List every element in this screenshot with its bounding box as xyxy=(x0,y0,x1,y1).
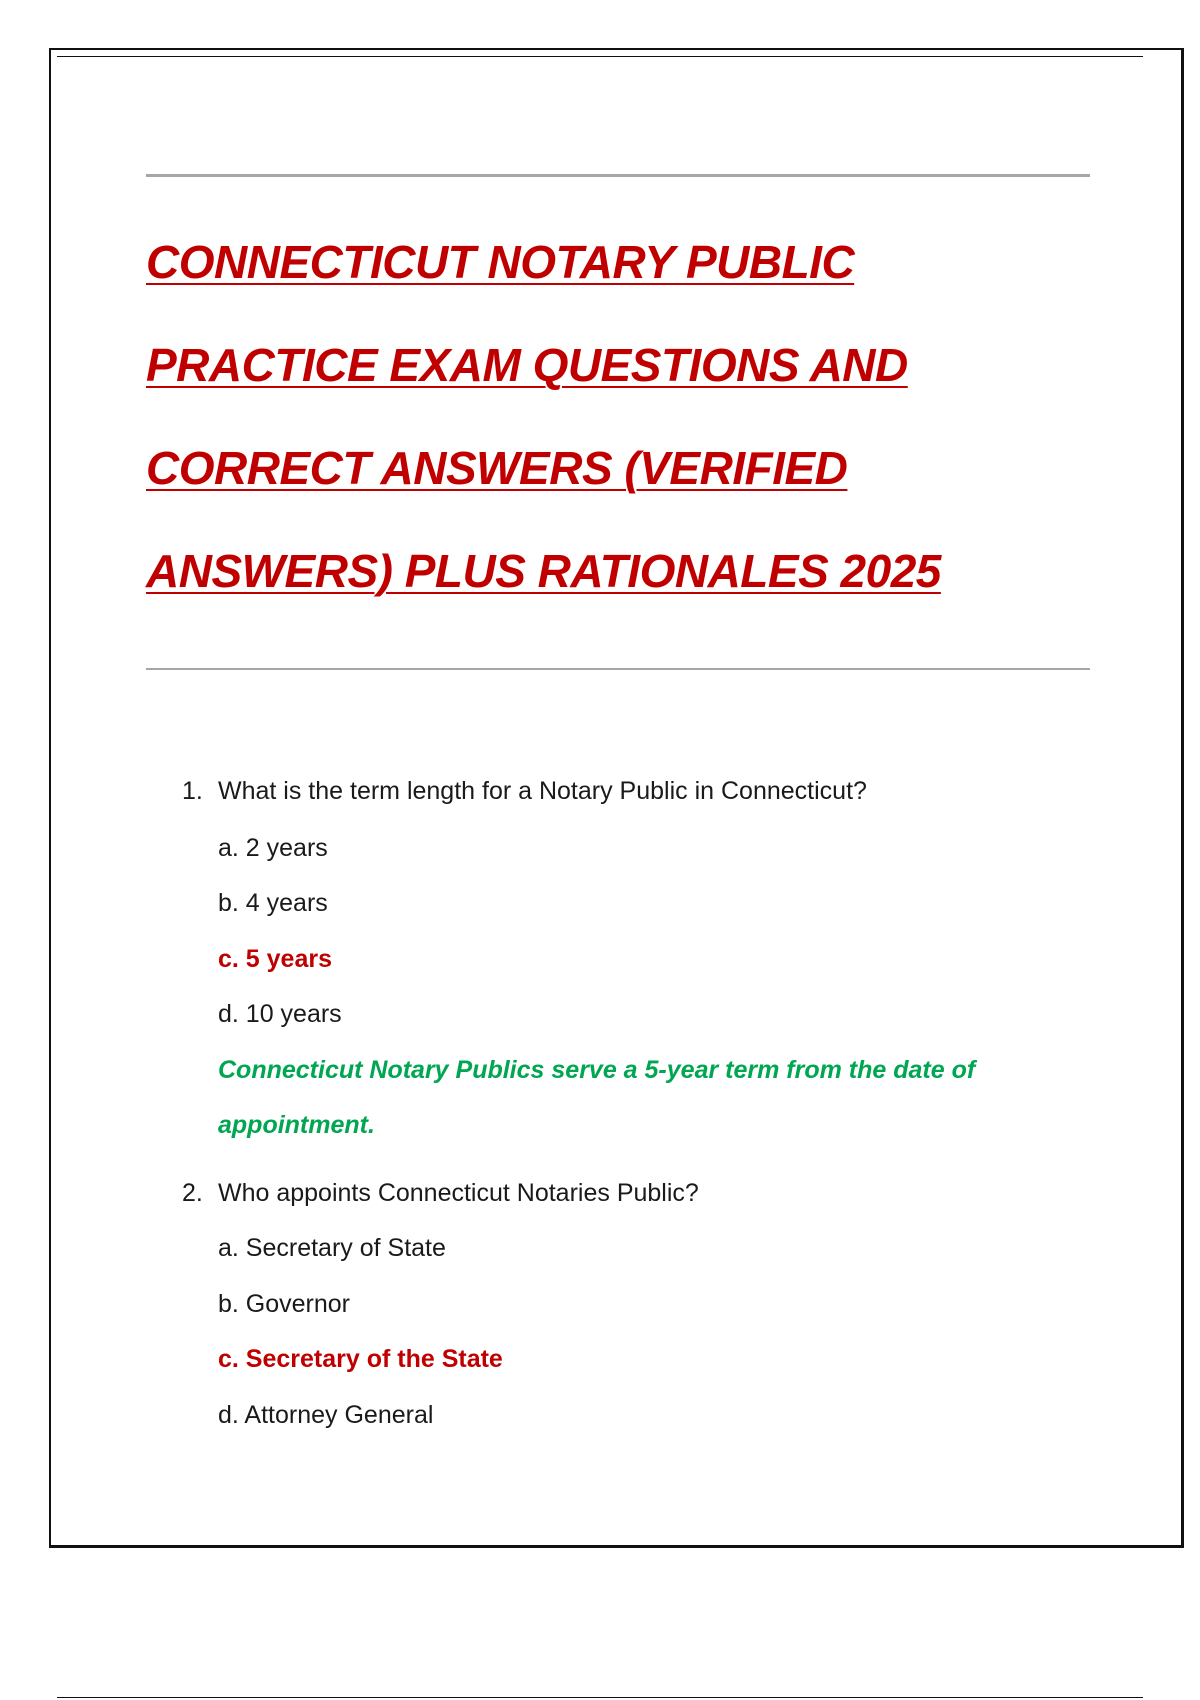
question-2 xyxy=(182,1178,699,1208)
option-b: b. 4 years xyxy=(218,889,328,917)
title-separator-bottom xyxy=(146,668,1090,670)
question-text: Who appoints Connecticut Notaries Public? xyxy=(218,1179,699,1207)
rationale-line: appointment. xyxy=(218,1111,375,1139)
next-page-rule xyxy=(57,1697,1143,1698)
option-d: d. 10 years xyxy=(218,1000,342,1028)
question-number: 2. xyxy=(182,1179,203,1207)
option-a: a. 2 years xyxy=(218,834,328,862)
question-number: 1. xyxy=(182,777,203,805)
title-separator-top xyxy=(146,174,1090,177)
document-title xyxy=(146,211,1106,623)
title-line: ANSWERS) PLUS RATIONALES 2025 xyxy=(146,545,941,597)
rationale-line: Connecticut Notary Publics serve a 5-year term from the date of xyxy=(218,1056,976,1084)
title-line: CORRECT ANSWERS (VERIFIED xyxy=(146,442,848,494)
title-line: CONNECTICUT NOTARY PUBLIC xyxy=(146,236,855,288)
option-a: a. Secretary of State xyxy=(218,1234,446,1262)
correct-option: c. Secretary of the State xyxy=(218,1345,503,1373)
question-text: What is the term length for a Notary Public in Connecticut? xyxy=(218,777,867,805)
correct-option: c. 5 years xyxy=(218,945,332,973)
title-line: PRACTICE EXAM QUESTIONS AND xyxy=(146,339,908,391)
question-1 xyxy=(182,776,867,806)
option-d: d. Attorney General xyxy=(218,1401,434,1429)
option-b: b. Governor xyxy=(218,1290,351,1318)
